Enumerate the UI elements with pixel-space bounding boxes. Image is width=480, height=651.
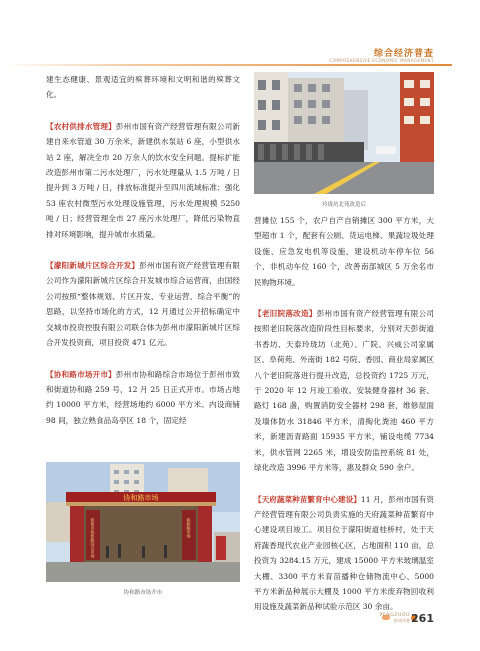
text-seedling: 11 月，彭州市国有资产经营管理有限公司负责实施的天府蔬菜种苗繁育中心建设项目竣工。项目位于濛阳街道桂桥村，处于天府蔬香现代农业产业园核心区，占地面积 110 亩，总投资为 3284.15 万元，建成 15000 平方米玻璃温室大棚、3300 平方米育苗播种仓储物流中心、5000 平方米新品种展示大棚及 1000 平方米废弃物回收利用设施及蔬菜新品种试验示范区 30 余亩。 (254, 494, 434, 612)
tag-mengyang: 【濛阳新城片区综合开发】 (46, 261, 140, 271)
text-water: 彭州市国有资产经营管理有限公司新建自来水管道 30 万余米，新建供水泵站 6 座，小型供水站 2 座，解决全市 20 万余人的饮水安全问题。提标扩能改造彭州市第二污水处理厂，污水处理量从 1.5 万吨 / 日提升到 3 万吨 / 日，排放标准提升至四川流域标准；强化 53 座农村微型污水处理设施管理，污水处理规模 5250 吨 / 日；经营管理全市 27 座污水处理厂，降低污染物直排对环境影响，提升城市水质量。 (46, 121, 241, 239)
tag-water: 【农村供排水管理】 (46, 121, 116, 131)
gate-right-banner: 协和路市场 (186, 518, 192, 538)
paragraph-oldcourtyard (254, 306, 434, 475)
footer-cn: 彭州年鉴 (394, 618, 410, 623)
section-title: 综合经济普查 (373, 49, 434, 59)
footer-en: PENGZHOU (379, 613, 410, 618)
gate-top-sign: 协和路市场 (123, 494, 159, 502)
section-subtitle: COMPREHENSIVE ECONOMIC MANAGEMENT (329, 58, 434, 63)
paragraph-seedling (254, 492, 434, 615)
tag-oldcourtyard: 【老旧院落改造】 (254, 309, 317, 319)
left-column (46, 72, 240, 428)
paragraph-water (46, 119, 240, 242)
street-photo (254, 72, 434, 194)
text-market-cont: 营摊位 155 个，农户自产自销摊区 300 平方米，大型超市 1 个，配套有公厕、货运电梯、果蔬垃圾处理设施、应急发电机等设施，建设机动车停车位 56 个，非机动车位 160 个，改善南部城区 5 万余名市民购物环境。 (254, 216, 434, 287)
text-oldcourtyard: 彭州市国有资产经营管理有限公司按照老旧院落改造阶段性目标要求，分别对天彭街道书香坊、天泰玲珑坊（北苑）、广院、兴威公司家属区、阜荷苑、外南街 182 号院、香园、商业局家属区八个老旧院落进行提升改造，总投资约 1725 万元，于 2020 年 12 月竣工验收。安装健身器材 36 套、路灯 168 盏，购置消防安全器材 298 套，维修屋面及墙体防水 31846 平方米，清掏化粪池 460 平方米，新建沥青路面 15935 平方米，铺设电缆 7734 米，供水管网 2265 米，增设安防监控系统 81 处，绿化改造 3996 平方米等，惠及群众 590 余户。 (254, 309, 435, 473)
market-photo (46, 462, 240, 582)
tag-seedling: 【天府蔬菜种苗繁育中心建设】 (254, 494, 361, 504)
caption-photo2: 协和路市场开市 (123, 590, 163, 596)
text-mengyang: 彭州市国有资产经营管理有限公司作为濛阳新城片区综合开发城市综合运营商，由国经公司按照“整体规划、片区开发、专业运营、综合平衡”的思路，以坚持市场化的方式，12 月通过公开招标确定中交城市投资控股有限公司联合体为彭州市濛阳新城片区综合开发投资商，项目投资 471 亿元。 (46, 261, 240, 348)
paragraph-mengyang (46, 258, 240, 350)
caption-photo1: 玲珑坊北苑改造后 (321, 202, 366, 208)
paragraph-market (46, 367, 240, 429)
tag-market: 【协和路市场开市】 (46, 369, 116, 379)
footer-yearbook-logo (379, 613, 410, 624)
page-number: 261 (411, 612, 434, 625)
market-gate-illustration (46, 462, 240, 582)
text-market: 彭州市协和路综合市场位于彭州市致和街道协和路 259 号，12 月 25 日正式开市。市场占地约 10000 平方米，经营场地约 6000 平方米。内设商铺 98 间，独立熟食品岛亭区 18 个，固定经 (46, 369, 241, 425)
gate-left-banner: 彭州市协和路综合市场 (90, 518, 96, 558)
street-illustration (254, 72, 434, 194)
intro-text: 建生态健康、景观适宜的殡葬环境和文明和谐的殡葬文化。 (46, 75, 240, 100)
header-divider (0, 64, 452, 66)
right-column (254, 213, 434, 615)
